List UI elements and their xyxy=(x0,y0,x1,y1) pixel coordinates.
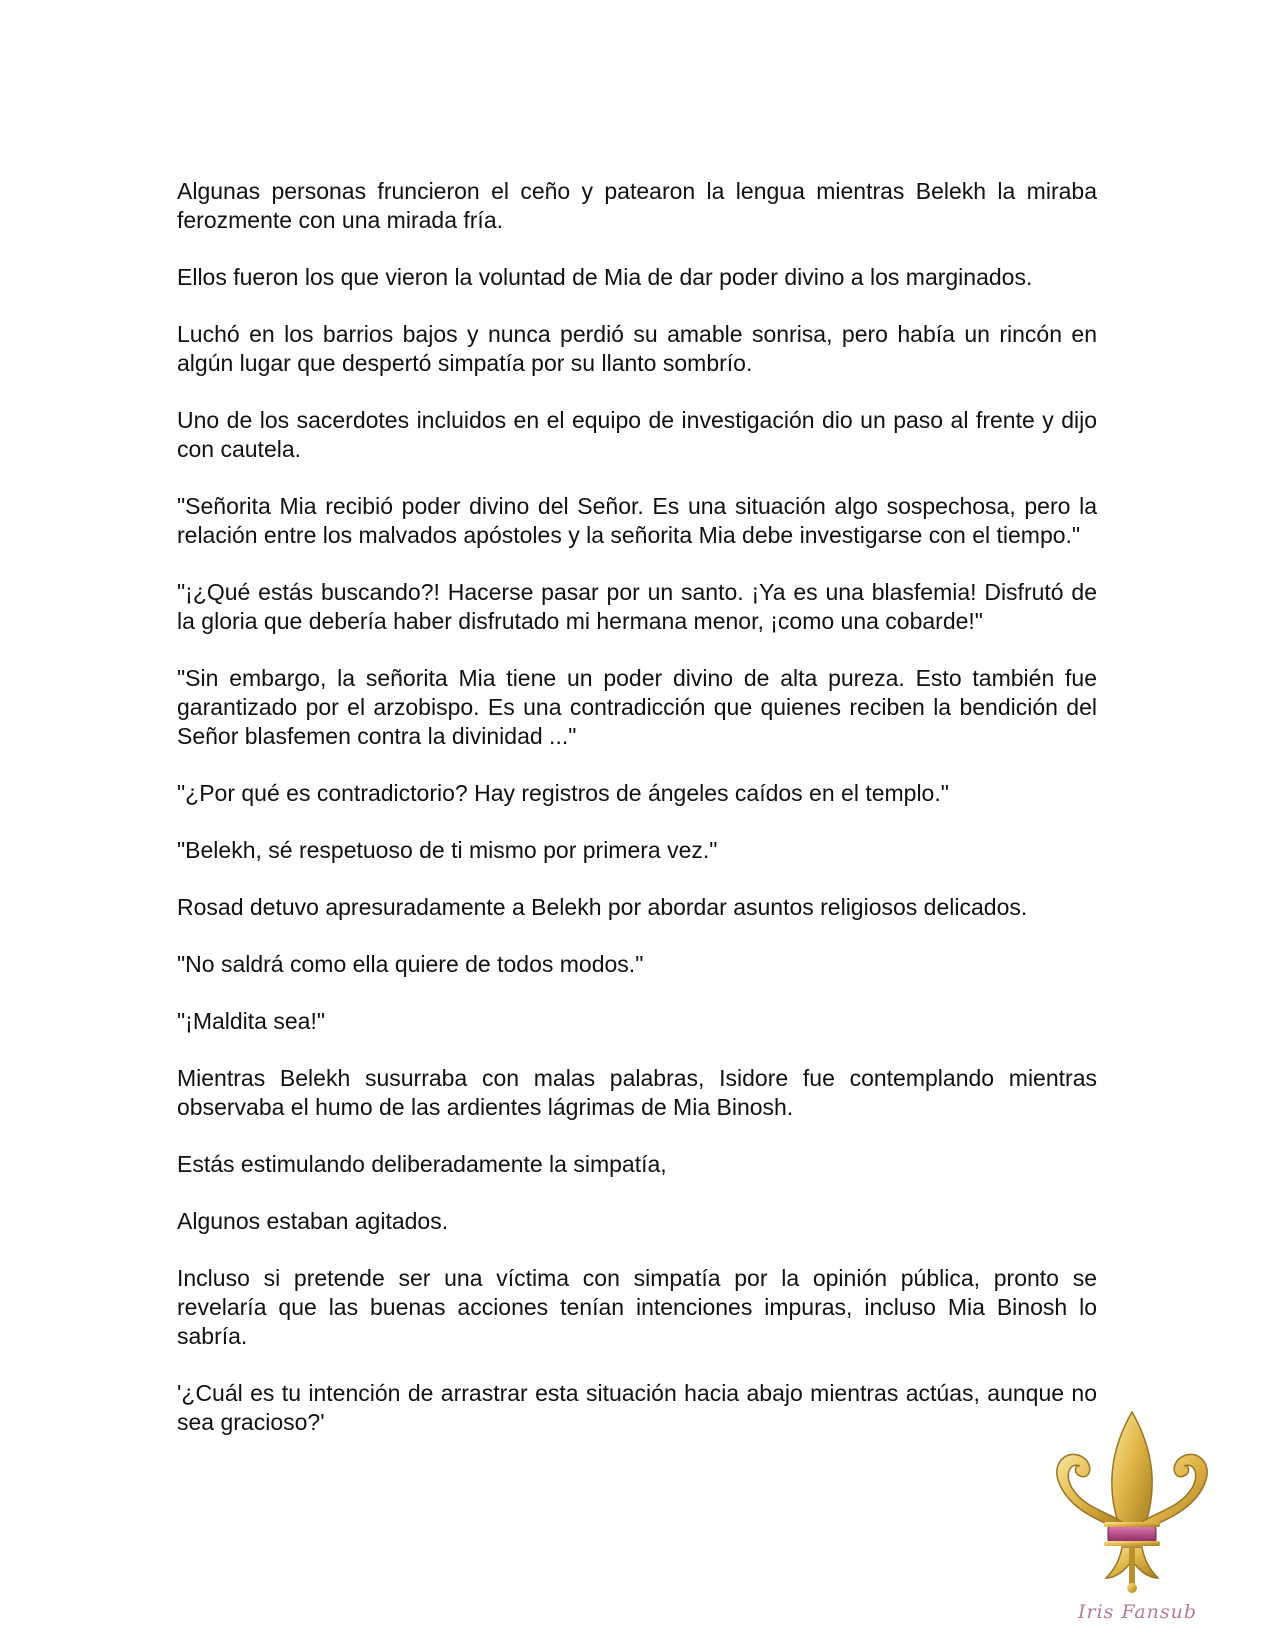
paragraph-14: Estás estimulando deliberadamente la simpatía, xyxy=(177,1151,667,1177)
paragraph-17: '¿Cuál es tu intención de arrastrar esta situación hacia abajo mientras actúas, aunque no sea gracioso?' xyxy=(177,1380,1097,1435)
paragraph-11: "No saldrá como ella quiere de todos modos." xyxy=(177,951,644,977)
paragraph-3: Luchó en los barrios bajos y nunca perdió su amable sonrisa, pero había un rincón en algún lugar que despertó simpatía por su llanto sombrío. xyxy=(177,321,1097,376)
paragraph-7: "Sin embargo, la señorita Mia tiene un poder divino de alta pureza. Esto también fue garantizado por el arzobispo. Es una contradicción que quienes reciben la bendición del Señor blasfemen contra la divinidad ..." xyxy=(177,665,1097,749)
document-body xyxy=(177,177,1097,1465)
paragraph-13: Mientras Belekh susurraba con malas palabras, Isidore fue contemplando mientras observaba el humo de las ardientes lágrimas de Mia Binosh. xyxy=(177,1065,1097,1120)
paragraph-2: Ellos fueron los que vieron la voluntad de Mia de dar poder divino a los marginados. xyxy=(177,264,1033,290)
signature: Iris Fansub xyxy=(1078,1601,1198,1623)
paragraph-15: Algunos estaban agitados. xyxy=(177,1208,449,1234)
paragraph-6: "¡¿Qué estás buscando?! Hacerse pasar por un santo. ¡Ya es una blasfemia! Disfrutó de la gloria que debería haber disfrutado mi hermana menor, ¡como una cobarde!" xyxy=(177,579,1097,634)
paragraph-16: Incluso si pretende ser una víctima con simpatía por la opinión pública, pronto se revelaría que las buenas acciones tenían intenciones impuras, incluso Mia Binosh lo sabría. xyxy=(177,1265,1097,1349)
paragraph-4: Uno de los sacerdotes incluidos en el equipo de investigación dio un paso al frente y dijo con cautela. xyxy=(177,407,1097,462)
fleur-de-lis-icon xyxy=(1050,1410,1215,1620)
paragraph-1: Algunas personas fruncieron el ceño y patearon la lengua mientras Belekh la miraba ferozmente con una mirada fría. xyxy=(177,178,1097,233)
paragraph-9: "Belekh, sé respetuoso de ti mismo por primera vez." xyxy=(177,837,718,863)
paragraph-5: "Señorita Mia recibió poder divino del Señor. Es una situación algo sospechosa, pero la relación entre los malvados apóstoles y la señorita Mia debe investigarse con el tiempo." xyxy=(177,493,1097,548)
paragraph-12: "¡Maldita sea!" xyxy=(177,1008,325,1034)
paragraph-8: "¿Por qué es contradictorio? Hay registros de ángeles caídos en el templo." xyxy=(177,780,949,806)
paragraph-10: Rosad detuvo apresuradamente a Belekh por abordar asuntos religiosos delicados. xyxy=(177,894,1028,920)
